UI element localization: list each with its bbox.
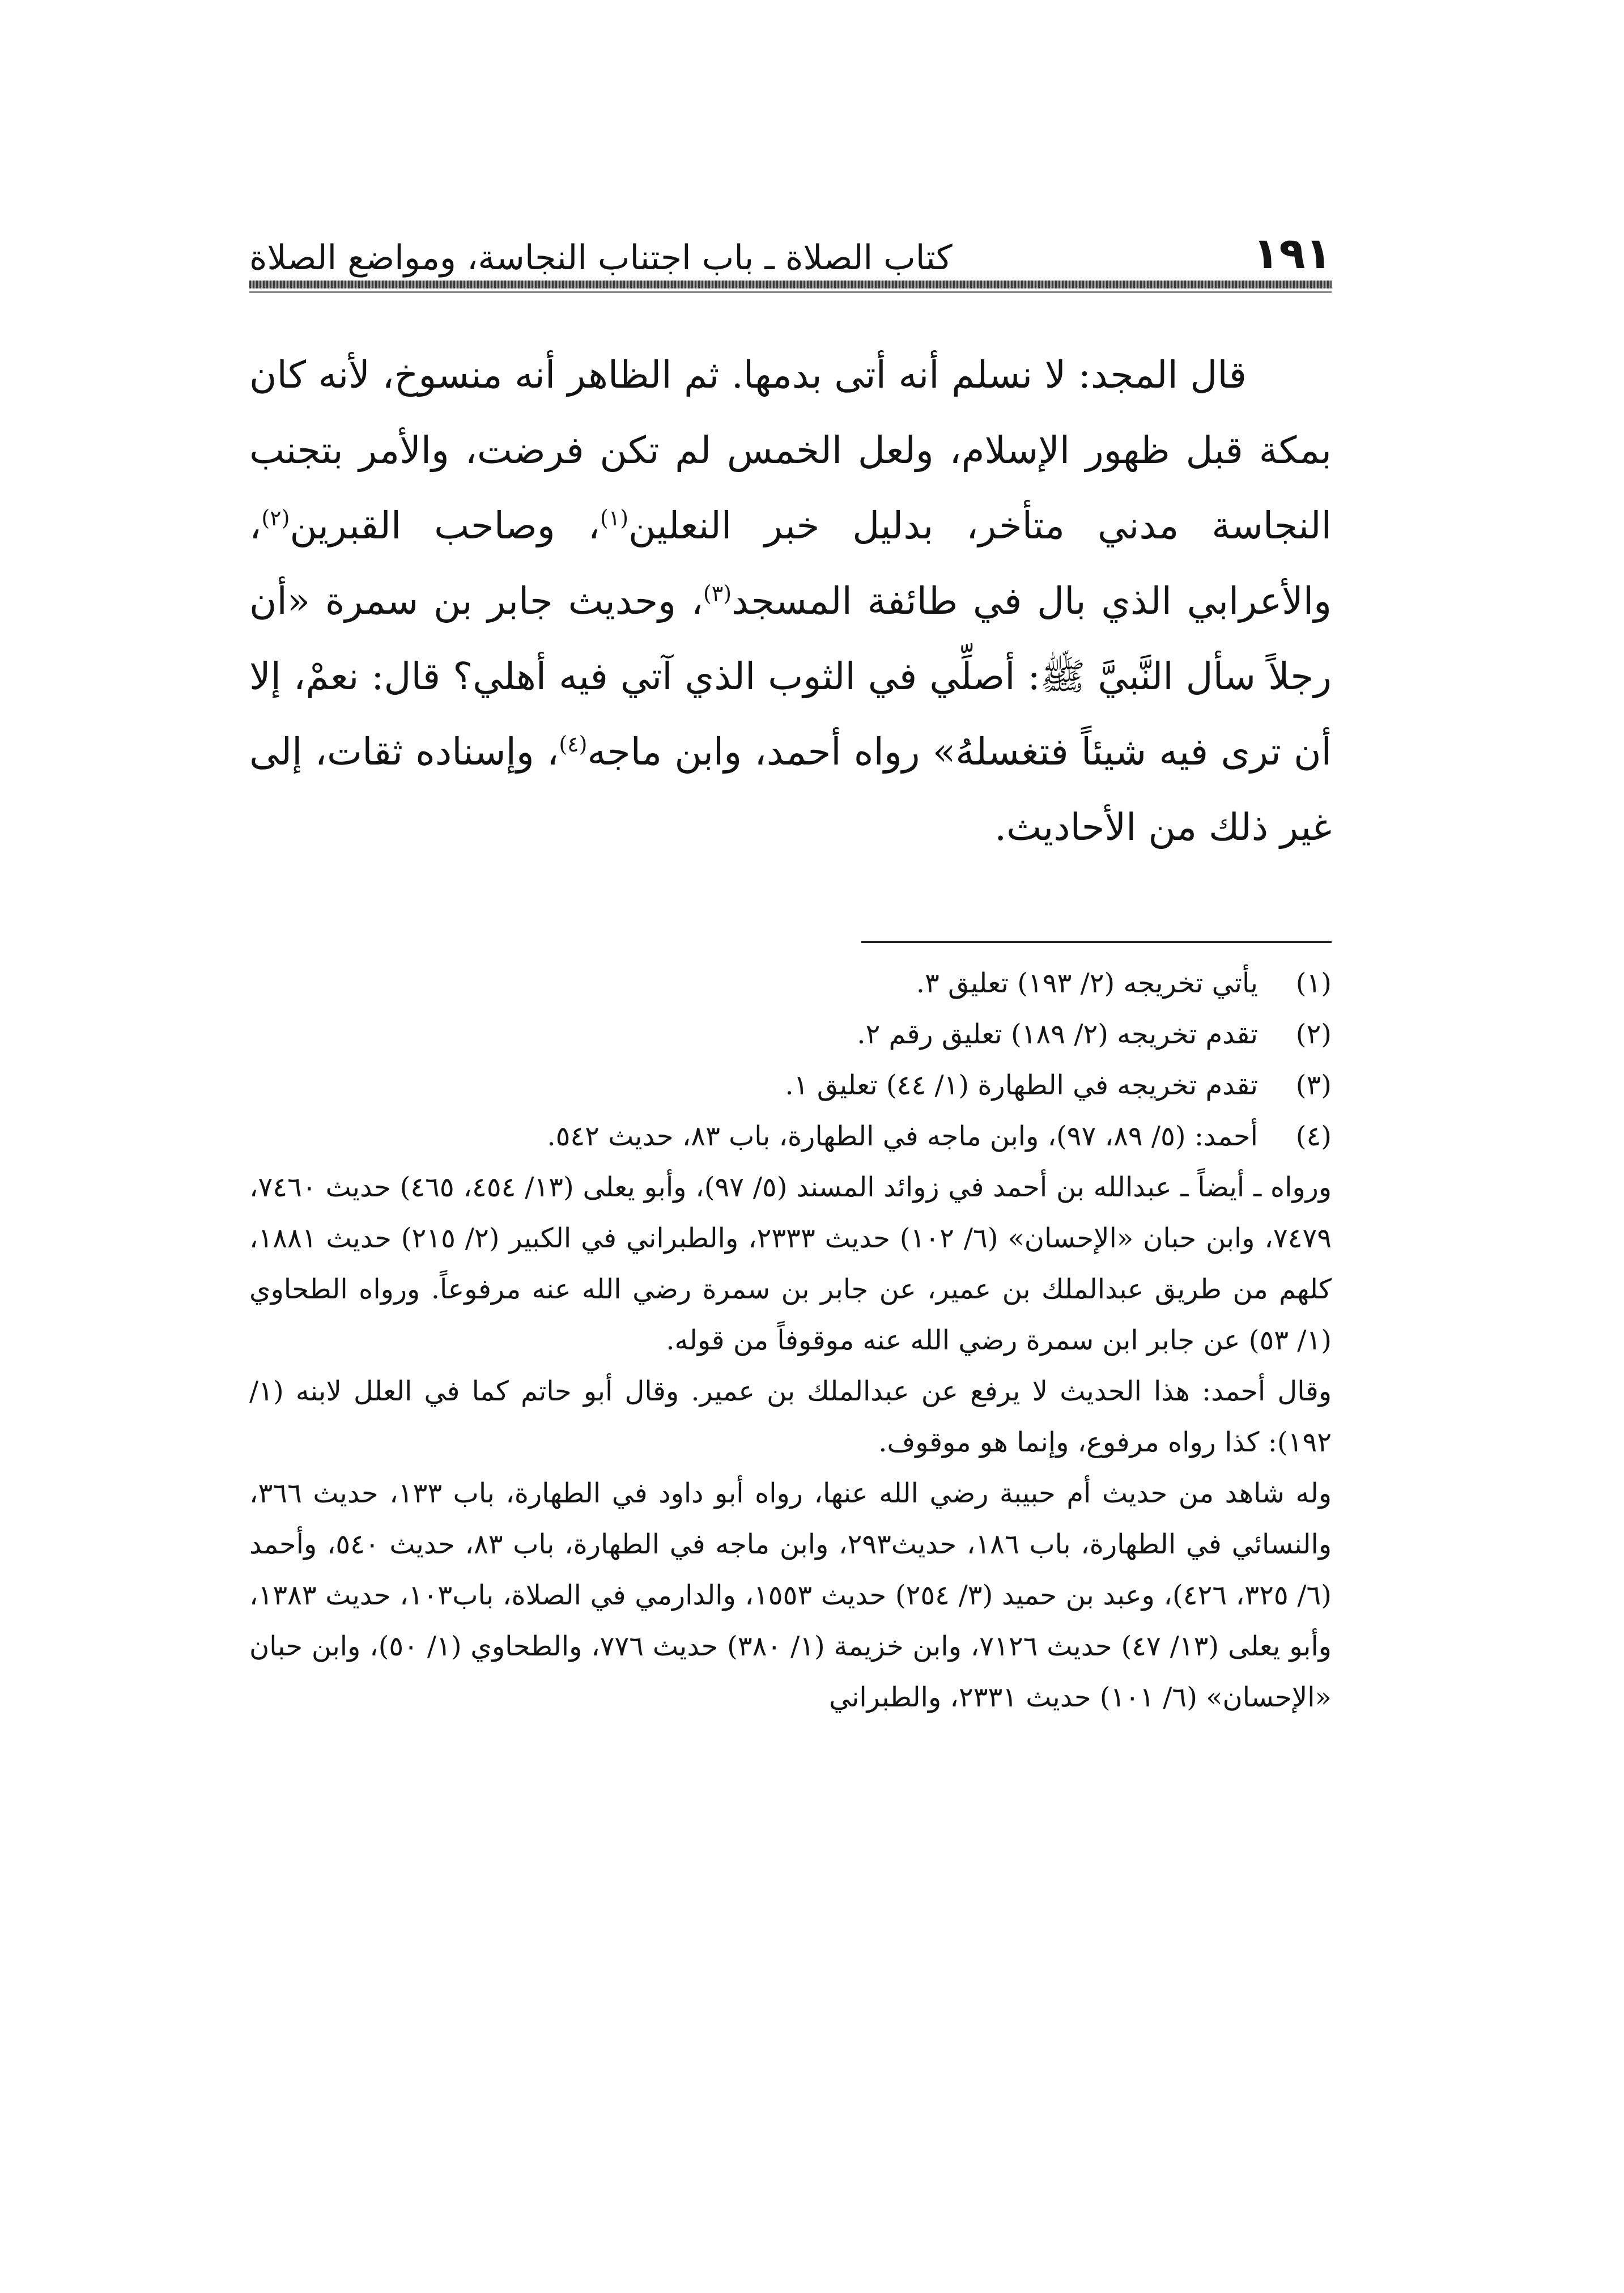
main-paragraph [249, 337, 1332, 865]
main-text [249, 337, 1332, 865]
footnote-paragraph: وله شاهد من حديث أم حبيبة رضي الله عنها، رواه أبو داود في الطهارة، باب ١٣٣، حديث ٣٦٦، والنسائي في الطهارة، باب ١٨٦، حديث٢٩٣، وابن ماجه في الطهارة، باب ٨٣، حديث ٥٤٠، وأحمد (٦/ ٣٢٥، ٤٢٦)، وعبد بن حميد (٣/ ٢٥٤) حديث ١٥٥٣، والدارمي في الصلاة، باب١٠٣، حديث ١٣٨٣، وأبو يعلى (١٣/ ٤٧) حديث ٧١٢٦، وابن خزيمة (١/ ٣٨٠) حديث ٧٧٦، والطحاوي (١/ ٥٠)، وابن حبان «الإحسان» (٦/ ١٠١) حديث ٢٣٣١، والطبراني [249, 1477, 1332, 1713]
footnote-2 [249, 1009, 1332, 1060]
footnote-paragraph: وقال أحمد: هذا الحديث لا يرفع عن عبدالملك بن عمير. وقال أبو حاتم كما في العلل لابنه (١/ ١٩٢): كذا رواه مرفوع، وإنما هو موقوف. [249, 1375, 1332, 1458]
footnote-ref-1[interactable]: (١) [600, 506, 629, 530]
footnote-text: يأتي تخريجه (٢/ ١٩٣) تعليق ٣. [916, 967, 1258, 999]
page-number: ١٩١ [1252, 228, 1332, 278]
main-text-segment: ، وصاحب القبرين [290, 504, 600, 547]
footnote-number: (٣) [1295, 1069, 1332, 1101]
footnote-number: (١) [1295, 967, 1332, 999]
footnote-text: تقدم تخريجه في الطهارة (١/ ٤٤) تعليق ١. [785, 1069, 1258, 1101]
main-text-segment: ، وإسناده ثقات، إلى غير ذلك من الأحاديث. [249, 730, 1332, 849]
footnote-1 [249, 958, 1332, 1009]
footnote-ref-4[interactable]: (٤) [559, 732, 588, 757]
footnote-separator [861, 941, 1332, 943]
footnote-number: (٤) [1295, 1120, 1332, 1152]
header-rule-thin [249, 291, 1332, 293]
running-head [249, 207, 1332, 278]
footnotes [249, 958, 1332, 1723]
footnote-ref-3[interactable]: (٣) [703, 581, 732, 606]
main-text-segment: قال المجد: لا نسلم أنه أتى بدمها. ثم الظاهر أنه منسوخ، لأنه كان بمكة قبل ظهور الإسلام، ولعل الخمس لم تكن فرضت، والأمر بتجنب النجاسة مدني متأخر، بدليل خبر النعلين [249, 353, 1332, 547]
footnote-ref-2[interactable]: (٢) [261, 506, 290, 530]
footnote-text: أحمد: (٥/ ٨٩، ٩٧)، وابن ماجه في الطهارة، باب ٨٣، حديث ٥٤٢. [547, 1120, 1258, 1152]
main-text-segment: ، وحديث جابر بن سمرة «أن رجلاً سأل النَّبيَّ ﷺ: أصلِّي في الثوب الذي آتي فيه أهلي؟ قال: نعمْ، إلا أن ترى فيه شيئاً فتغسلهُ» رواه أحمد، وابن ماجه [249, 579, 1332, 774]
footnote-4-continuation [249, 1162, 1332, 1723]
footnote-3 [249, 1060, 1332, 1111]
footnote-4 [249, 1111, 1332, 1162]
footnote-number: (٢) [1295, 1018, 1332, 1050]
footnote-text: تقدم تخريجه (٢/ ١٨٩) تعليق رقم ٢. [857, 1018, 1258, 1050]
main-text-segment: ، والأعرابي الذي بال في طائفة المسجد [249, 504, 1332, 623]
footnote-paragraph: ورواه ـ أيضاً ـ عبدالله بن أحمد في زوائد المسند (٥/ ٩٧)، وأبو يعلى (١٣/ ٤٥٤، ٤٦٥) حديث ٧٤٦٠، ٧٤٧٩، وابن حبان «الإحسان» (٦/ ١٠٢) حديث ٢٣٣٣، والطبراني في الكبير (٢/ ٢١٥) حديث ١٨٨١، كلهم من طريق عبدالملك بن عمير، عن جابر بن سمرة رضي الله عنه مرفوعاً. ورواه الطحاوي (١/ ٥٣) عن جابر ابن سمرة رضي الله عنه موقوفاً من قوله. [249, 1171, 1332, 1356]
running-title: كتاب الصلاة ـ باب اجتناب النجاسة، ومواضع الصلاة [249, 238, 953, 278]
header-rule [249, 281, 1332, 288]
